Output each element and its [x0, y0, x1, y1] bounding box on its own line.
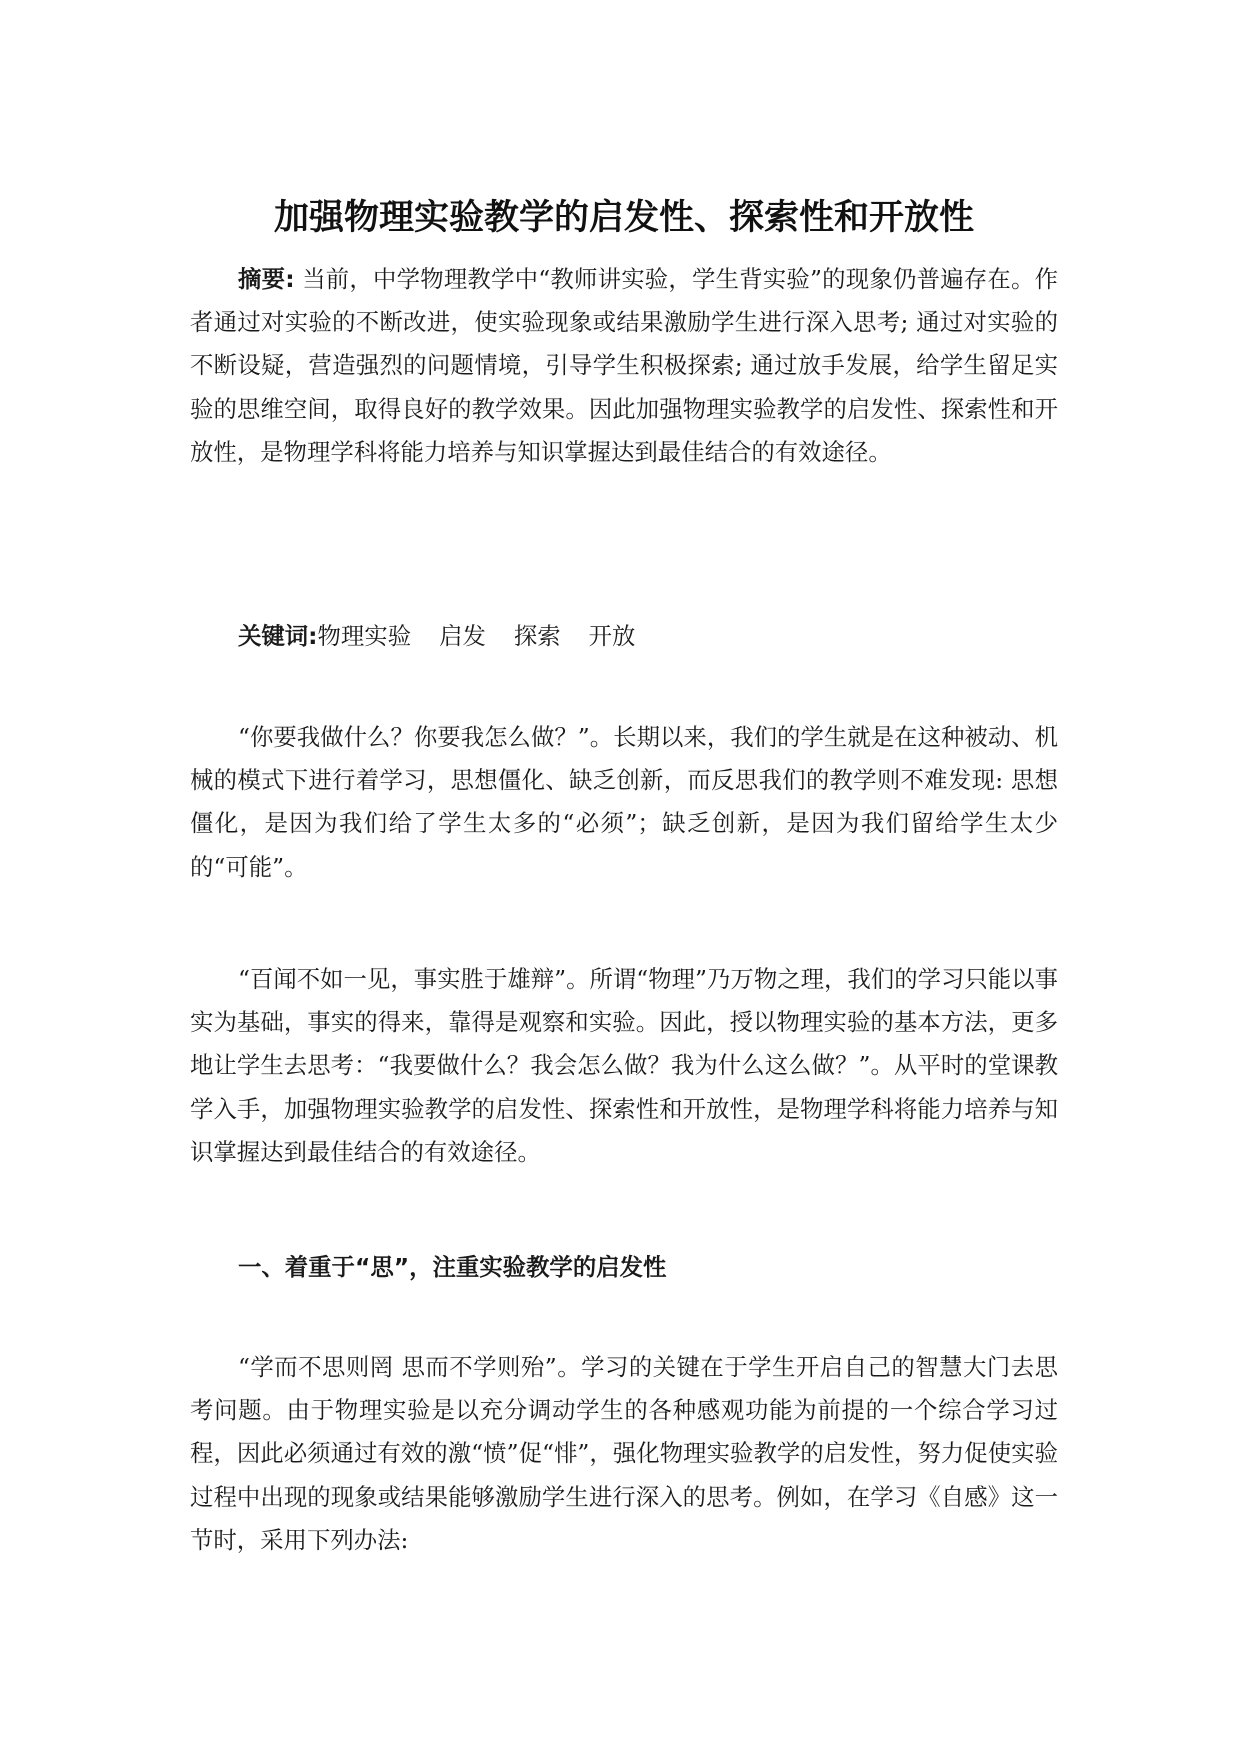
section1-paragraph: “学而不思则罔 思而不学则殆”。学习的关键在于学生开启自己的智慧大门去思考问题。由于物理实验是以充分调动学生的各种感观功能为前提的一个综合学习过程，因此必须通过有效的激“愤”促“悱”，强化物理实验教学的启发性，努力促使实验过程中出现的现象或结果能够激励学生进行深入的思考。例如，在学习《自感》这一节时，采用下列办法:	[190, 1353, 1058, 1554]
abstract-text: 当前，中学物理教学中“教师讲实验，学生背实验”的现象仍普遍存在。作者通过对实验的不断改进，使实验现象或结果激励学生进行深入思考; 通过对实验的不断设疑，营造强烈的问题情境，引导学生积极探索; 通过放手发展，给学生留足实验的思维空间，取得良好的教学效果。因此加强物理实验教学的启发性、探索性和开放性，是物理学科将能力培养与知识掌握达到最佳结合的有效途径。	[190, 265, 1058, 466]
keywords-label: 关键词:	[238, 622, 318, 650]
document-title: 加强物理实验教学的启发性、探索性和开放性	[273, 198, 974, 238]
keywords-line	[238, 615, 1058, 658]
body-paragraph-1: “你要我做什么？你要我怎么做？”。长期以来，我们的学生就是在这种被动、机械的模式下进行着学习，思想僵化、缺乏创新，而反思我们的教学则不难发现: 思想僵化，是因为我们给了学生太多的“必须”；缺乏创新，是因为我们留给学生太少的“可能”。	[190, 723, 1058, 881]
abstract-label: 摘要:	[238, 265, 295, 293]
body-paragraph-2: “百闻不如一见，事实胜于雄辩”。所谓“物理”乃万物之理，我们的学习只能以事实为基础，事实的得来，靠得是观察和实验。因此，授以物理实验的基本方法，更多地让学生去思考：“我要做什么？我会怎么做？我为什么这么做？”。从平时的堂课教学入手，加强物理实验教学的启发性、探索性和开放性，是物理学科将能力培养与知识掌握达到最佳结合的有效途径。	[190, 965, 1058, 1166]
keyword-item: 开放	[588, 622, 636, 650]
abstract-paragraph	[190, 258, 1058, 474]
keyword-item: 启发	[439, 622, 486, 650]
keyword-item: 探索	[513, 622, 561, 650]
keyword-item: 物理实验	[317, 622, 412, 650]
section-heading-1: 一、着重于“思”，注重实验教学的启发性	[238, 1253, 667, 1281]
